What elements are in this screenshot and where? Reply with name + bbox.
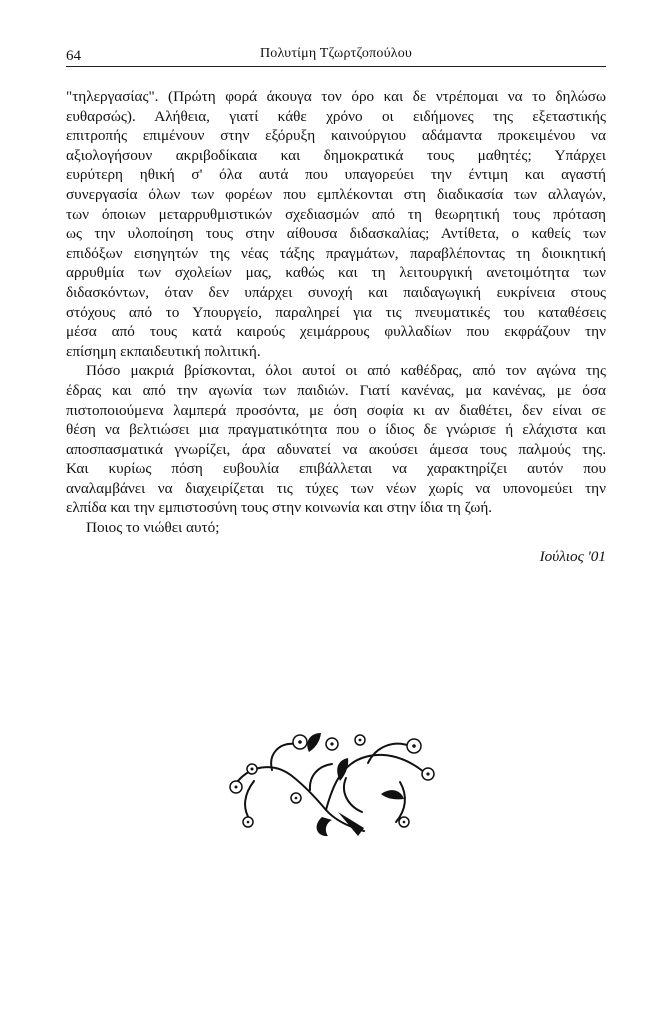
text-line: θέση να βελτιώσει μια πραγματικότητα που ο ίδιος δε γνώρισε ή ελάχιστα και — [66, 421, 606, 439]
text-line: διδασκόντων, όταν δεν υπάρχει συνοχή και παιδαγωγική ευκρίνεια στους — [66, 283, 606, 301]
date-signature: Ιούλιος '01 — [539, 548, 606, 565]
text-line: επιτροπής επιμένουν στην εξόρυξη καινούργιου αδάμαντα προκειμένου να — [66, 127, 606, 145]
text-line: Πόσο μακριά βρίσκονται, όλοι αυτοί οι από καθέδρας, από τον αγώνα της — [86, 362, 606, 380]
text-line: ευρύτερη ηθική σ' όλα αυτά που υπαγορεύει την έντιμη και αγαστή — [66, 166, 606, 184]
text-line: των όποιων μεταρρυθμιστικών σχεδιασμών από τη θεωρητική τους πρόταση — [66, 205, 606, 223]
page-header — [66, 46, 606, 67]
text-line: επιδόξων εισηγητών της νέας τάξης πραγμάτων, παραβλέποντας τη διοικητική — [66, 244, 606, 262]
text-line: ως την υλοποίηση τους στην αίθουσα διδασκαλίας; Αντίθετα, ο καθείς των — [66, 225, 606, 243]
page-number: 64 — [66, 48, 81, 64]
text-line: συνεργασία όλων των φορέων που εμπλέκονται στη διαδικασία των αλλαγών, — [66, 185, 606, 203]
text-line: ευθαρσώς). Αλήθεια, γιατί κάθε χρόνο οι ειδήμονες της εξεταστικής — [66, 107, 606, 125]
text-line: στόχους από το Υπουργείο, παραληρεί για τις πνευματικές του καταθέσεις — [66, 303, 606, 321]
text-line: πιστοποιούμενα λαμπερά προσόντα, με όση σοφία κι αν διαθέτει, δεν είναι σε — [66, 401, 606, 419]
body-text — [66, 87, 606, 538]
text-line: επίσημη εκπαιδευτική πολιτική. — [66, 342, 261, 360]
text-line: αρρυθμία των σχολείων μας, καθώς και τη λειτουργική ανετοιμότητα των — [66, 264, 606, 282]
text-line: μέσα από τους κατά καιρούς χειμάρρους φυλλαδίων που εκφράζουν την — [66, 323, 606, 341]
text-line: Ποιος το νιώθει αυτό; — [86, 519, 220, 537]
text-line: Και κυρίως πόση ευβουλία επιβάλλεται να χαρακτηρίζει αυτόν που — [66, 460, 606, 478]
text-line: αναλαμβάνει να διαχειρίζεται τις τύχες των νέων χωρίς να υπονομεύει την — [66, 479, 606, 497]
floral-vine-ornament-icon — [214, 724, 444, 842]
running-head: Πολυτίμη Τζωρτζοπούλου — [259, 46, 413, 61]
text-line: αξιολογήσουν ακριβοδίκαια και δημοκρατικά τους μαθητές; Υπάρχει — [66, 146, 606, 164]
text-line: "τηλεργασίας". (Πρώτη φορά άκουγα τον όρο και δε ντρέπομαι να το δηλώσω — [66, 88, 606, 105]
text-line: έδρας και από την αγωνία των παιδιών. Γιατί κανένας, μα κανένας, με όσα — [66, 381, 606, 399]
text-line: αποσπασματικά γνωρίζει, άρα αδυνατεί να ακούσει άμεσα τους παλμούς της. — [66, 440, 606, 458]
text-line: ελπίδα και την εμπιστοσύνη τους στην κοινωνία και στην ίδια τη ζωή. — [66, 499, 493, 517]
